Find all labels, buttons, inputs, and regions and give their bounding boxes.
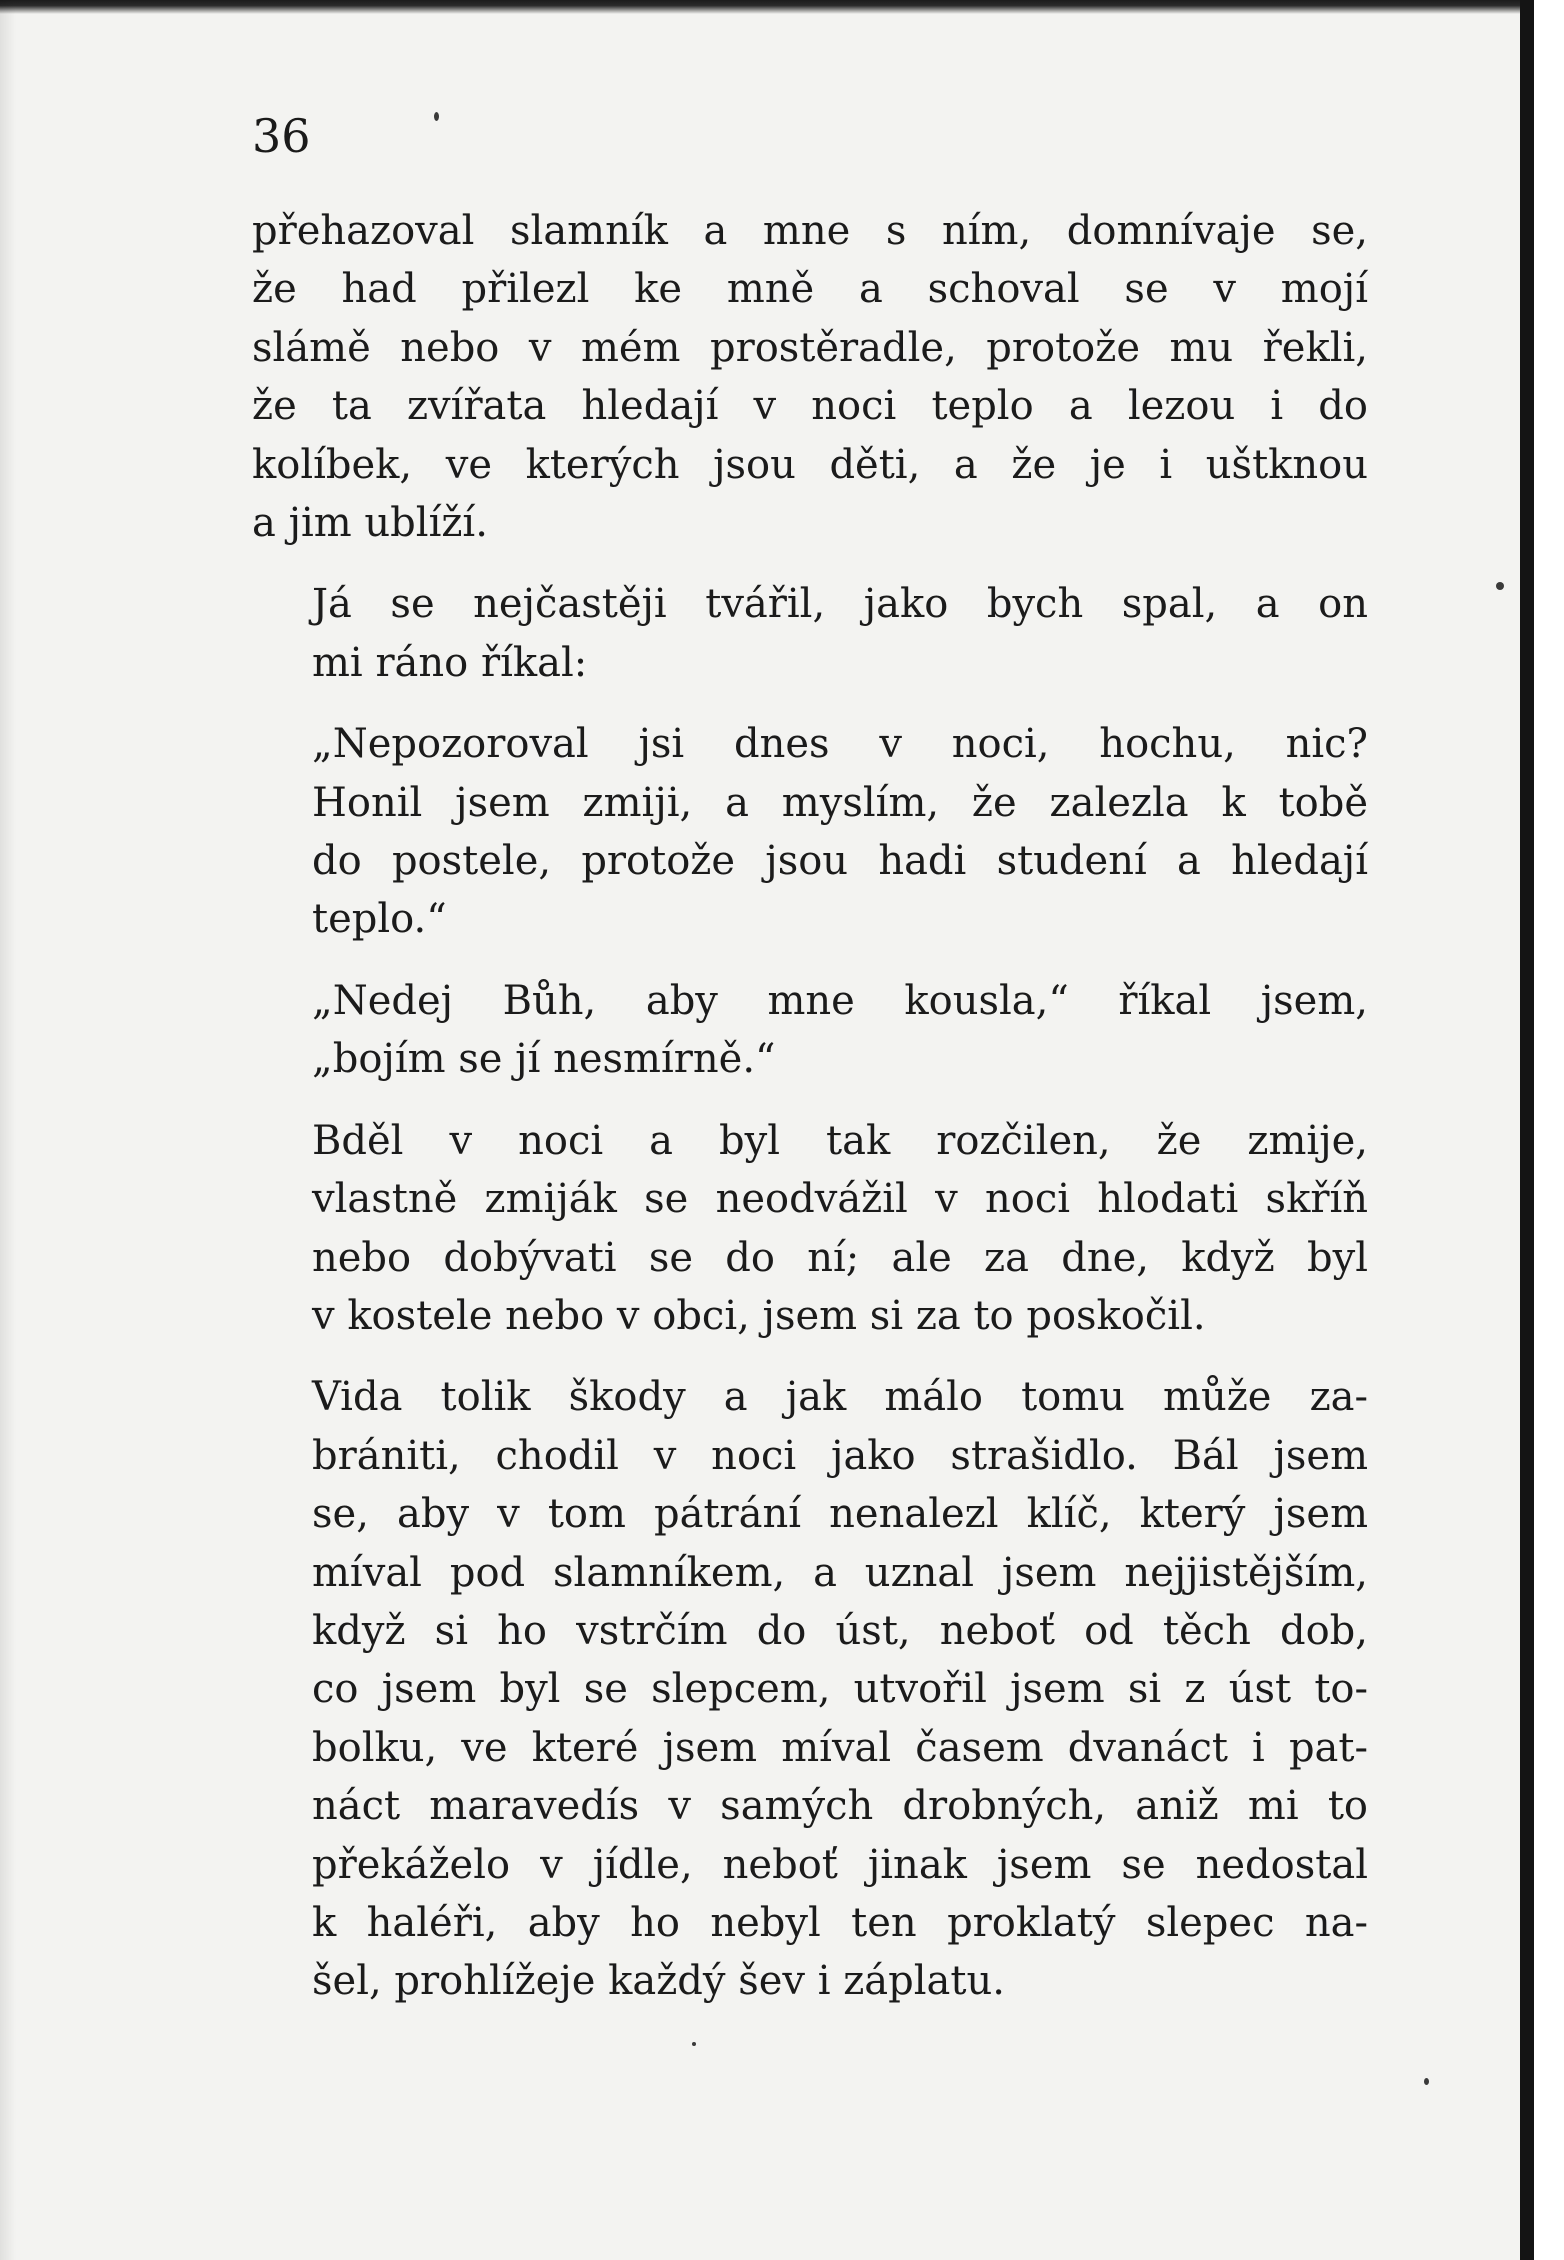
text-line: přehazoval slamník a mne s ním, domnívaje se,: [252, 208, 1368, 254]
text-line: „bojím se jí nesmírně.“: [312, 1036, 776, 1083]
text-line: v kostele nebo v obci, jsem si za to poskočil.: [312, 1292, 1206, 1339]
text-line: co jsem byl se slepcem, utvořil jsem si z úst to-: [312, 1666, 1368, 1713]
paragraph: [252, 202, 1368, 552]
scan-right-border: [1520, 0, 1534, 2260]
paragraph: [252, 575, 1368, 692]
page-number: 36: [252, 109, 311, 163]
text-line: mi ráno říkal:: [312, 639, 588, 686]
text-line: „Nepozoroval jsi dnes v noci, hochu, nic?: [312, 721, 1368, 768]
text-line: a jim ublíží.: [252, 500, 488, 547]
paragraph: [252, 715, 1368, 949]
scan-top-edge: [0, 0, 1520, 14]
text-line: náct maravedís v samých drobných, aniž mi to: [312, 1783, 1368, 1830]
dust-speck: [692, 2042, 696, 2046]
text-line: se, aby v tom pátrání nenalezl klíč, který jsem: [312, 1491, 1368, 1538]
text-line: že ta zvířata hledají v noci teplo a lezou i do: [252, 383, 1368, 430]
text-line: nebo dobývati se do ní; ale za dne, když byl: [312, 1234, 1368, 1281]
dust-speck: [434, 112, 439, 121]
body-text: [252, 202, 1368, 2034]
text-line: vlastně zmiják se neodvážil v noci hlodati skříň: [312, 1176, 1368, 1223]
dust-speck: [1424, 2078, 1429, 2085]
text-line: Honil jsem zmiji, a myslím, že zalezla k tobě: [312, 779, 1368, 826]
text-line: teplo.“: [312, 896, 447, 943]
paragraph: [252, 1368, 1368, 2010]
text-line: míval pod slamníkem, a uznal jsem nejjistějším,: [312, 1549, 1368, 1596]
text-line: slámě nebo v mém prostěradle, protože mu řekli,: [252, 324, 1368, 371]
scan-left-shadow: [0, 0, 16, 2260]
text-line: do postele, protože jsou hadi studení a hledají: [312, 838, 1368, 885]
text-line: když si ho vstrčím do úst, neboť od těch dob,: [312, 1607, 1368, 1654]
text-line: kolíbek, ve kterých jsou děti, a že je i uštknou: [252, 441, 1368, 488]
dust-speck: [1496, 582, 1504, 590]
text-line: k haléři, aby ho nebyl ten proklatý slepec na-: [312, 1899, 1368, 1946]
text-line: Vida tolik škody a jak málo tomu může za-: [312, 1374, 1368, 1421]
text-line: Bděl v noci a byl tak rozčilen, že zmije,: [312, 1117, 1368, 1164]
text-line: šel, prohlížeje každý šev i záplatu.: [312, 1958, 1005, 2005]
text-line: brániti, chodil v noci jako strašidlo. Bál jsem: [312, 1432, 1368, 1479]
text-line: že had přilezl ke mně a schoval se v mojí: [252, 266, 1368, 313]
paragraph: [252, 1112, 1368, 1346]
text-line: Já se nejčastěji tvářil, jako bych spal, a on: [312, 581, 1368, 628]
paragraph: [252, 972, 1368, 1089]
text-line: „Nedej Bůh, aby mne kousla,“ říkal jsem,: [312, 977, 1368, 1024]
text-line: překáželo v jídle, neboť jinak jsem se nedostal: [312, 1841, 1368, 1888]
text-line: bolku, ve které jsem míval časem dvanáct i pat-: [312, 1724, 1368, 1771]
